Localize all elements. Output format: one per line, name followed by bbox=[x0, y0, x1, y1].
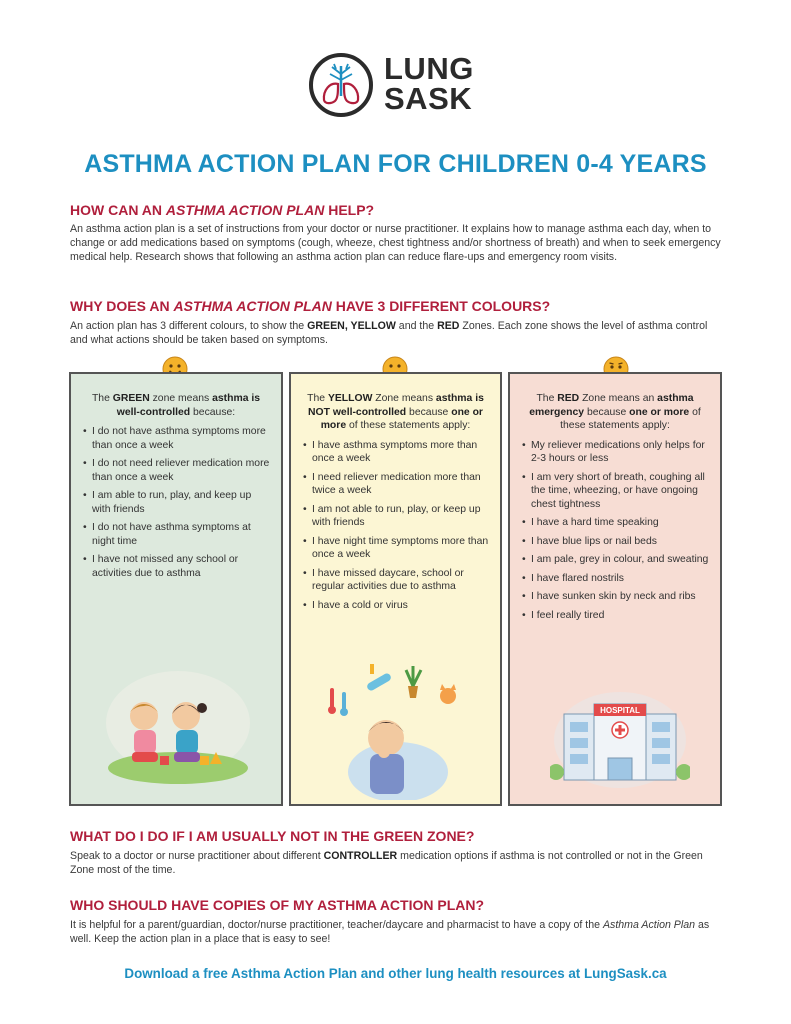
logo-wordmark bbox=[384, 51, 474, 116]
list-item: • I do not have asthma symptoms at night time bbox=[83, 521, 271, 548]
qualifier: one or more bbox=[629, 406, 690, 418]
section-3-heading: WHAT DO I DO IF I AM USUALLY NOT IN THE GREEN ZONE? bbox=[70, 828, 475, 844]
list-item: • I have a hard time speaking bbox=[522, 516, 710, 530]
list-item: • I have missed daycare, school or regular activities due to asthma bbox=[303, 567, 490, 594]
text-run: It is helpful for a parent/guardian, doctor/nurse practitioner, teacher/daycare and pharmacist to have a copy of the bbox=[70, 919, 603, 931]
green-zone-list bbox=[71, 425, 281, 580]
list-item: • I am pale, grey in colour, and sweating bbox=[522, 553, 710, 567]
text-run: because bbox=[584, 406, 630, 418]
red-zone-list bbox=[510, 439, 720, 623]
heading-text: HAVE 3 DIFFERENT COLOURS? bbox=[331, 298, 551, 314]
sick-child-triggers-illustration bbox=[326, 660, 466, 800]
text-run: The bbox=[536, 393, 558, 404]
text-run: and the bbox=[395, 320, 438, 332]
zone-status: asthma is well-controlled bbox=[116, 393, 261, 418]
list-item: • I have night time symptoms more than once a week bbox=[303, 535, 490, 562]
list-item: • I do not have asthma symptoms more than once a week bbox=[83, 425, 271, 452]
list-item: • I need reliever medication more than twice a week bbox=[303, 471, 490, 498]
red-zone-intro bbox=[522, 392, 708, 433]
section-1-heading bbox=[70, 202, 374, 218]
controller-word: CONTROLLER bbox=[323, 850, 398, 862]
list-item: • I have blue lips or nail beds bbox=[522, 535, 710, 549]
text-run: Speak to a doctor or nurse practitioner about different bbox=[70, 850, 324, 862]
list-item: • I have sunken skin by neck and ribs bbox=[522, 590, 710, 604]
zone-status: asthma is NOT well-controlled bbox=[308, 393, 484, 418]
yellow-zone-intro bbox=[303, 392, 488, 433]
heading-text: WHY DOES AN bbox=[70, 298, 174, 314]
text-run: An action plan has 3 different colours, to show the bbox=[70, 320, 308, 332]
green-word: GREEN bbox=[307, 320, 345, 332]
download-resources-link[interactable]: Download a free Asthma Action Plan and other lung health resources at LungSask.ca bbox=[124, 966, 667, 981]
logo-line-1: LUNG bbox=[384, 51, 474, 86]
text-run: , bbox=[344, 320, 351, 332]
heading-emphasis: ASTHMA ACTION PLAN bbox=[165, 202, 325, 218]
section-1-text: An asthma action plan is a set of instructions from your doctor or nurse practitioner. It explains how to manage asthma each day, when to change or add medications based on symptoms (cough, wheeze, chest tightness and/or shortness of breath) and when to seek emergency medical help. Research shows that following an asthma action plan can reduce flare-ups and emergency room visits. bbox=[70, 223, 721, 263]
heading-text: HOW CAN AN bbox=[70, 202, 166, 218]
list-item: • My reliever medications only helps for 2-3 hours or less bbox=[522, 439, 710, 466]
children-playing-illustration bbox=[98, 668, 258, 790]
text-emphasis: Asthma Action Plan bbox=[602, 919, 696, 931]
logo-line-2: SASK bbox=[384, 81, 473, 116]
section-2-heading bbox=[70, 298, 550, 314]
list-item: • I have a cold or virus bbox=[303, 599, 490, 613]
text-run: The bbox=[91, 393, 113, 404]
red-word: RED bbox=[437, 320, 460, 332]
green-zone-intro bbox=[83, 392, 269, 419]
zone-color-word: GREEN bbox=[112, 393, 150, 404]
text-run: Zone means an bbox=[579, 393, 658, 404]
section-4-text bbox=[70, 918, 725, 946]
text-run: as well. Keep the action plan in a place that is easy to see! bbox=[70, 919, 710, 945]
zone-status: asthma emergency bbox=[529, 393, 694, 418]
section-3-text bbox=[70, 849, 725, 877]
text-run: of these statements apply: bbox=[346, 420, 471, 431]
text-run: Zones. Each zone shows the level of asthma control and what actions should be taken based on symptoms. bbox=[70, 320, 708, 346]
list-item: • I have asthma symptoms more than once a week bbox=[303, 439, 490, 466]
hospital-sign: HOSPITAL bbox=[600, 706, 640, 715]
text-run: because: bbox=[190, 406, 236, 418]
lungs-tree-icon bbox=[308, 52, 374, 118]
list-item: • I am not able to run, play, or keep up with friends bbox=[303, 503, 490, 530]
text-run: of these statements apply: bbox=[560, 406, 701, 431]
heading-text: HELP? bbox=[324, 202, 375, 218]
list-item: • I have not missed any school or activities due to asthma bbox=[83, 553, 271, 580]
heading-emphasis: ASTHMA ACTION PLAN bbox=[173, 298, 332, 314]
text-run: Zone means bbox=[372, 393, 436, 404]
qualifier: one or more bbox=[320, 406, 483, 431]
text-run: because bbox=[406, 406, 452, 418]
list-item: • I am able to run, play, and keep up with friends bbox=[83, 489, 271, 516]
yellow-zone-list bbox=[291, 439, 500, 613]
section-4-heading: WHO SHOULD HAVE COPIES OF MY ASTHMA ACTION PLAN? bbox=[70, 897, 485, 913]
list-item: • I am very short of breath, coughing all the time, wheezing, or have ongoing chest tightness bbox=[522, 471, 710, 512]
zone-color-word: RED bbox=[557, 393, 580, 404]
list-item: • I feel really tired bbox=[522, 609, 710, 623]
text-run: medication options if asthma is not controlled or not in the Green Zone most of the time. bbox=[70, 850, 703, 876]
zone-color-word: YELLOW bbox=[327, 393, 373, 404]
text-run: The bbox=[307, 393, 328, 404]
list-item: • I have flared nostrils bbox=[522, 572, 710, 586]
section-2-text bbox=[70, 319, 725, 347]
yellow-word: YELLOW bbox=[350, 320, 396, 332]
hospital-illustration bbox=[550, 680, 690, 790]
page-title: ASTHMA ACTION PLAN FOR CHILDREN 0-4 YEARS bbox=[84, 150, 707, 178]
list-item: • I do not need reliever medication more than once a week bbox=[83, 457, 271, 484]
lungsask-logo[interactable] bbox=[308, 50, 488, 120]
text-run: zone means bbox=[149, 393, 213, 404]
